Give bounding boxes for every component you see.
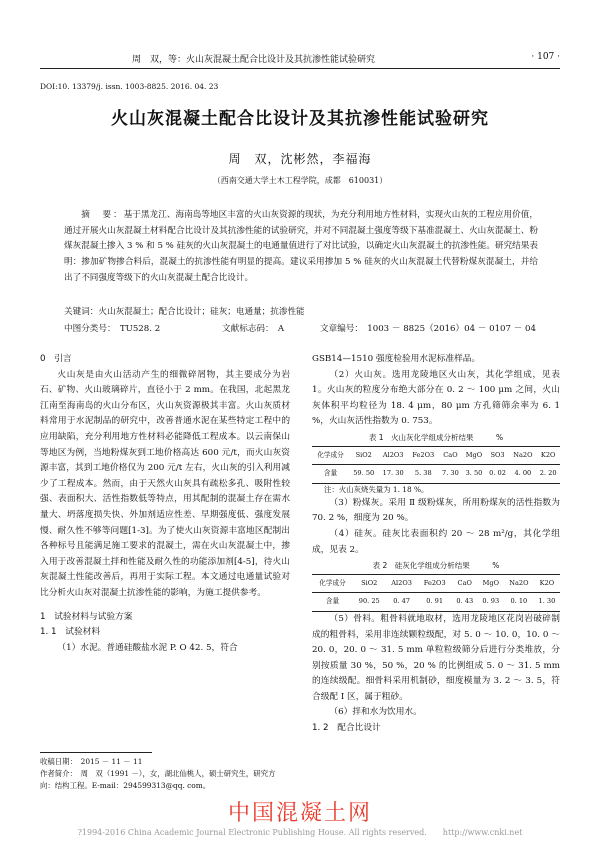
copyright-line: ?1994-2016 China Academic Journal Electronic Publishing House. All rights reserved. http://www.cnki.net [77,828,523,837]
table1-cell: SO3 [490,450,505,459]
table1-cell: 3. 50 [465,469,483,478]
table1-note: 注：火山灰烧失量为 1. 18 %。 [324,484,429,494]
table1-cell: 17. 30 [382,469,404,478]
footnote-rule [40,752,152,753]
section-1-heading: 1 试验材料与试验方案 [40,611,133,622]
table1-cell: 0. 02 [489,469,506,478]
authors: 周 双，沈彬然，李福海 [228,152,372,166]
left-column [40,352,290,656]
abstract-label: 摘 要： [81,210,124,220]
section-intro-heading: 0 引言 [40,354,72,364]
material-water: （6）拌和水为饮用水。 [329,707,422,718]
table1-cell: K2O [540,450,556,459]
page-number: · 107 · [531,52,560,62]
material-aggregate: （5）骨料。粗骨料就地取材，选用龙陵地区花岗岩破碎制成的粗骨料，采用非连续颗粒级配，对 5. 0 ～ 10. 0，10. 0 ～ 20. 0，20. 0 ～ 31. 5 mm 单粒粒级筛分后进行分类堆放，分别按质量 30 %，50 %，20 % 的比例组成 5. 0 ～ 31. 5 mm 的连续级配。细骨料采用机制砂，细度模量为 3. 2 ～ 3. 5，符合级配 Ⅰ 区，属于粗砂。 [312,613,560,702]
watermark: 中国混凝土网 [227,801,372,826]
table1-cell: 59. 50 [353,469,375,478]
table2-cell: 化学成分 [319,578,346,587]
keywords-label: 关键词： [64,307,99,317]
running-title: 周 双，等：火山灰混凝土配合比设计及其抗渗性能试验研究 [132,55,376,65]
table2-caption: 表 2 硅灰化学组成分析结果 % [372,561,500,571]
table1-cell: 含量 [323,469,338,478]
table1-cell: 5. 38 [414,469,432,478]
table2-cell: 1. 30 [538,597,556,606]
doi: DOI:10. 13379/j. issn. 1003-8825. 2016. 04. 23 [40,82,219,91]
table1-cell: 4. 00 [514,469,532,478]
article-number: 文章编号： 1003 － 8825（2016）04 － 0107 － 04 [320,324,536,334]
abstract-text: 基于黑龙江、海南岛等地区丰富的火山灰资源的现状，为充分利用地方性材料，实现火山灰的工程应用价值，通过开展火山灰混凝土材料配合比设计及其抗渗性能的试验研究，并对不同混凝土强度等级下基准混凝土、火山灰混凝土、粉煤灰混凝土掺入 3 % 和 5 % 硅灰的火山灰混凝土的电通量值进行了对比试验，以确定火山灰混凝土的抗渗性能。研究结果表明：掺加矿物掺合料后，混凝土的抗渗性能有明显的提高。建议采用掺加 5 % 硅灰的火山灰混凝土代替粉煤灰混凝土，并给出了不同强度等级下的火山灰混凝土配合比设计。 [64,210,538,283]
header-rule [40,68,560,69]
table1-cell: 化学成分 [317,450,344,459]
table2-cell: 0. 43 [456,597,474,606]
material-fly-ash: （3）粉煤灰。采用 Ⅱ 级粉煤灰，所用粉煤灰的活性指数为 70. 2 %，细度为 20 %。 [312,497,560,524]
table1-cell: 2. 20 [539,469,557,478]
footnote [40,756,290,792]
table1-cell: 7. 30 [442,469,459,478]
right-column [312,352,560,737]
material-silica-fume: （4）硅灰。硅灰比表面积约 20 ～ 28 m²/g，其化学组成，见表 2。 [312,528,560,555]
table2-cell: Fe2O3 [423,578,446,587]
table1-cell: Al2O3 [382,450,404,459]
table2 [312,574,560,612]
section-1-2-heading: 1. 2 配合比设计 [312,723,381,734]
abstract [64,208,538,287]
clc-number: 中图分类号： TU528. 2 [64,324,161,334]
table2-cell: 含量 [325,597,340,606]
table2-cell: 0. 91 [426,597,444,606]
table2-cell: SiO2 [361,578,378,587]
table2-cell: CaO [457,578,472,587]
intro-paragraph: 火山灰是由火山活动产生的细微碎屑物，其主要成分为岩石、矿物、火山玻璃碎片，直径小于 2 mm。在我国，北起黑龙江南至海南岛的火山分布区，火山灰资源极其丰富。火山灰质材料常用于水泥制品的研究中，改善普通水泥在某些特定工程中的应用缺陷，充分利用地方性材料必能降低工程成本。以云南保山等地区为例，当地粉煤灰到工地价格高达 600 元/t，而火山灰资源丰富，其到工地价格仅为 200 元/t 左右，火山灰的引入利用减少了工程成本。然而，由于天然火山灰具有疏松多孔、吸附性较强、表面积大、活性指数低等特点，用其配制的混凝土存在需水量大、坍落度损失快、外加剂适应性差、早期强度低、强度发展慢、耐久性不够等问题[1-3]。为了使火山灰资源丰富地区配制出各种标号且能满足施工要求的混凝土，需在火山灰混凝土中，掺入用于改善混凝土拌和性能及耐久性的功能添加剂[4-5]，待火山灰混凝土性能改善后，再用于实际工程。本文通过电通量试验对比分析火山灰对混凝土抗渗性能的影响，为施工提供参考。 [40,369,290,598]
received-date: 收稿日期： 2015 － 11 － 11 [40,757,143,766]
document-code: 文献标志码： A [222,324,285,334]
table1-cell: SiO2 [355,450,372,459]
affiliation: （西南交通大学土木工程学院，成都 610031） [212,176,388,185]
keywords-text: 火山灰混凝土；配合比设计；硅灰；电通量；抗渗性能 [98,307,305,317]
table1-cell: Na2O [513,450,533,459]
table2-cell: 0. 10 [510,597,528,606]
table2-cell: 0. 47 [393,597,410,606]
table1-cell: Fe2O3 [412,450,435,459]
table2-cell: MgO [482,578,499,587]
table1-cell: MgO [465,450,483,459]
section-1-1-heading: 1. 1 试验材料 [40,627,101,638]
table2-cell: Al2O3 [391,578,412,587]
table1-caption: 表 1 火山灰化学组成分析结果 % [368,432,504,442]
table2-cell: Na2O [509,578,529,587]
table2-cell: K2O [539,578,555,587]
material-volcanic-ash: （2）火山灰。选用龙陵地区火山灰，其化学组成，见表 1。火山灰的粒度分布绝大部分在 0. 2 ～ 100 μm 之间，火山灰体积平均粒径为 18. 4 μm，80 μm 方孔筛筛余率为 6. 1 %，火山灰活性指数为 0. 753。 [312,369,560,427]
table2-cell: 0. 93 [482,597,500,606]
keywords [64,305,538,317]
paper-title: 火山灰混凝土配合比设计及其抗渗性能试验研究 [111,109,489,129]
author-bio: 作者简介： 周 双（1991 －），女，湖北仙桃人，硕士研究生，研究方向：结构工程。E-mail：294599313@qq. com。 [40,769,276,790]
material-cement: （1）水泥。普通硅酸盐水泥 P. O 42. 5，符合 [57,642,238,653]
table2-cell: 90. 25 [358,597,380,606]
table1 [312,446,560,484]
cement-standard: GSB14—1510 强度检验用水泥标准样品。 [312,354,481,364]
table1-cell: CaO [443,450,458,459]
